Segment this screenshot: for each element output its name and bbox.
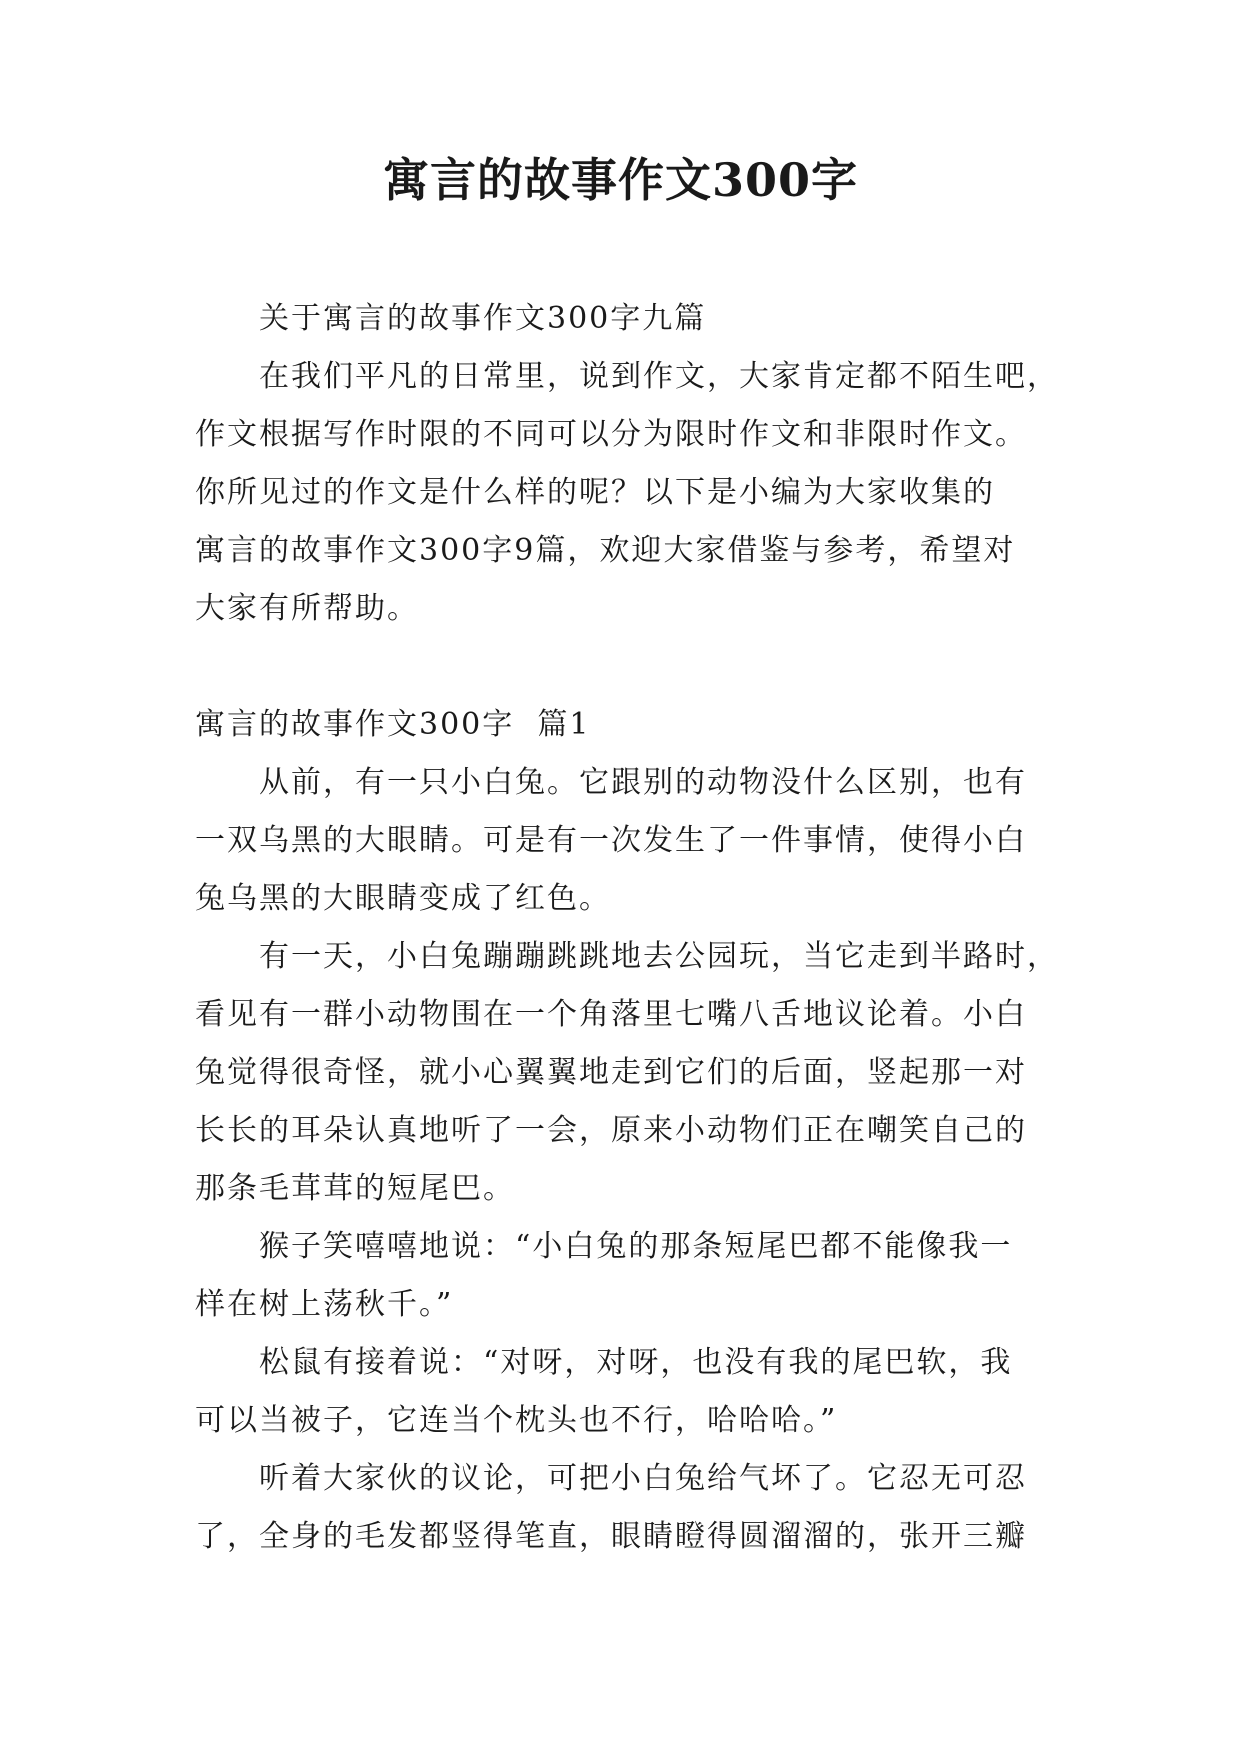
story-line: 松鼠有接着说：“对呀，对呀，也没有我的尾巴软，我 [259, 1345, 1013, 1380]
intro-line: 在我们平凡的日常里，说到作文，大家肯定都不陌生吧， [259, 359, 1059, 394]
story-line: 了，全身的毛发都竖得笔直，眼睛瞪得圆溜溜的，张开三瓣 [195, 1519, 1027, 1554]
story-line: 看见有一群小动物围在一个角落里七嘴八舌地议论着。小白 [195, 997, 1027, 1032]
story-line: 从前，有一只小白兔。它跟别的动物没什么区别，也有 [259, 765, 1027, 800]
story-line: 可以当被子，它连当个枕头也不行，哈哈哈。” [195, 1403, 838, 1438]
story-line: 那条毛茸茸的短尾巴。 [195, 1171, 515, 1206]
document-body [195, 290, 1059, 1566]
story-line: 样在树上荡秋千。” [195, 1287, 454, 1322]
story-paragraph-4 [195, 1334, 1055, 1450]
document-subtitle: 关于寓言的故事作文300字九篇 [259, 301, 707, 336]
intro-line: 你所见过的作文是什么样的呢？以下是小编为大家收集的 [195, 475, 995, 510]
document-title: 寓言的故事作文300字 [382, 153, 859, 207]
story-line: 一双乌黑的大眼睛。可是有一次发生了一件事情，使得小白 [195, 823, 1027, 858]
intro-line: 大家有所帮助。 [195, 591, 419, 626]
intro-paragraph [195, 348, 1059, 638]
story-line: 长长的耳朵认真地听了一会，原来小动物们正在嘲笑自己的 [195, 1113, 1027, 1148]
story-line: 兔觉得很奇怪，就小心翼翼地走到它们的后面，竖起那一对 [195, 1055, 1027, 1090]
story-paragraph-2 [195, 928, 1059, 1218]
story-line: 兔乌黑的大眼睛变成了红色。 [195, 881, 611, 916]
intro-line: 寓言的故事作文300字9篇，欢迎大家借鉴与参考，希望对 [195, 533, 1016, 568]
story-line: 有一天，小白兔蹦蹦跳跳地去公园玩，当它走到半路时， [259, 939, 1059, 974]
intro-line: 作文根据写作时限的不同可以分为限时作文和非限时作文。 [195, 417, 1027, 452]
story-paragraph-1 [195, 754, 1055, 928]
story-paragraph-3 [195, 1218, 1055, 1334]
story-line: 听着大家伙的议论，可把小白兔给气坏了。它忍无可忍 [259, 1461, 1027, 1496]
section-heading: 寓言的故事作文300字 篇1 [195, 707, 591, 742]
paragraph-gap [195, 638, 1055, 696]
story-paragraph-5 [195, 1450, 1055, 1566]
story-line: 猴子笑嘻嘻地说：“小白兔的那条短尾巴都不能像我一 [259, 1229, 1013, 1264]
